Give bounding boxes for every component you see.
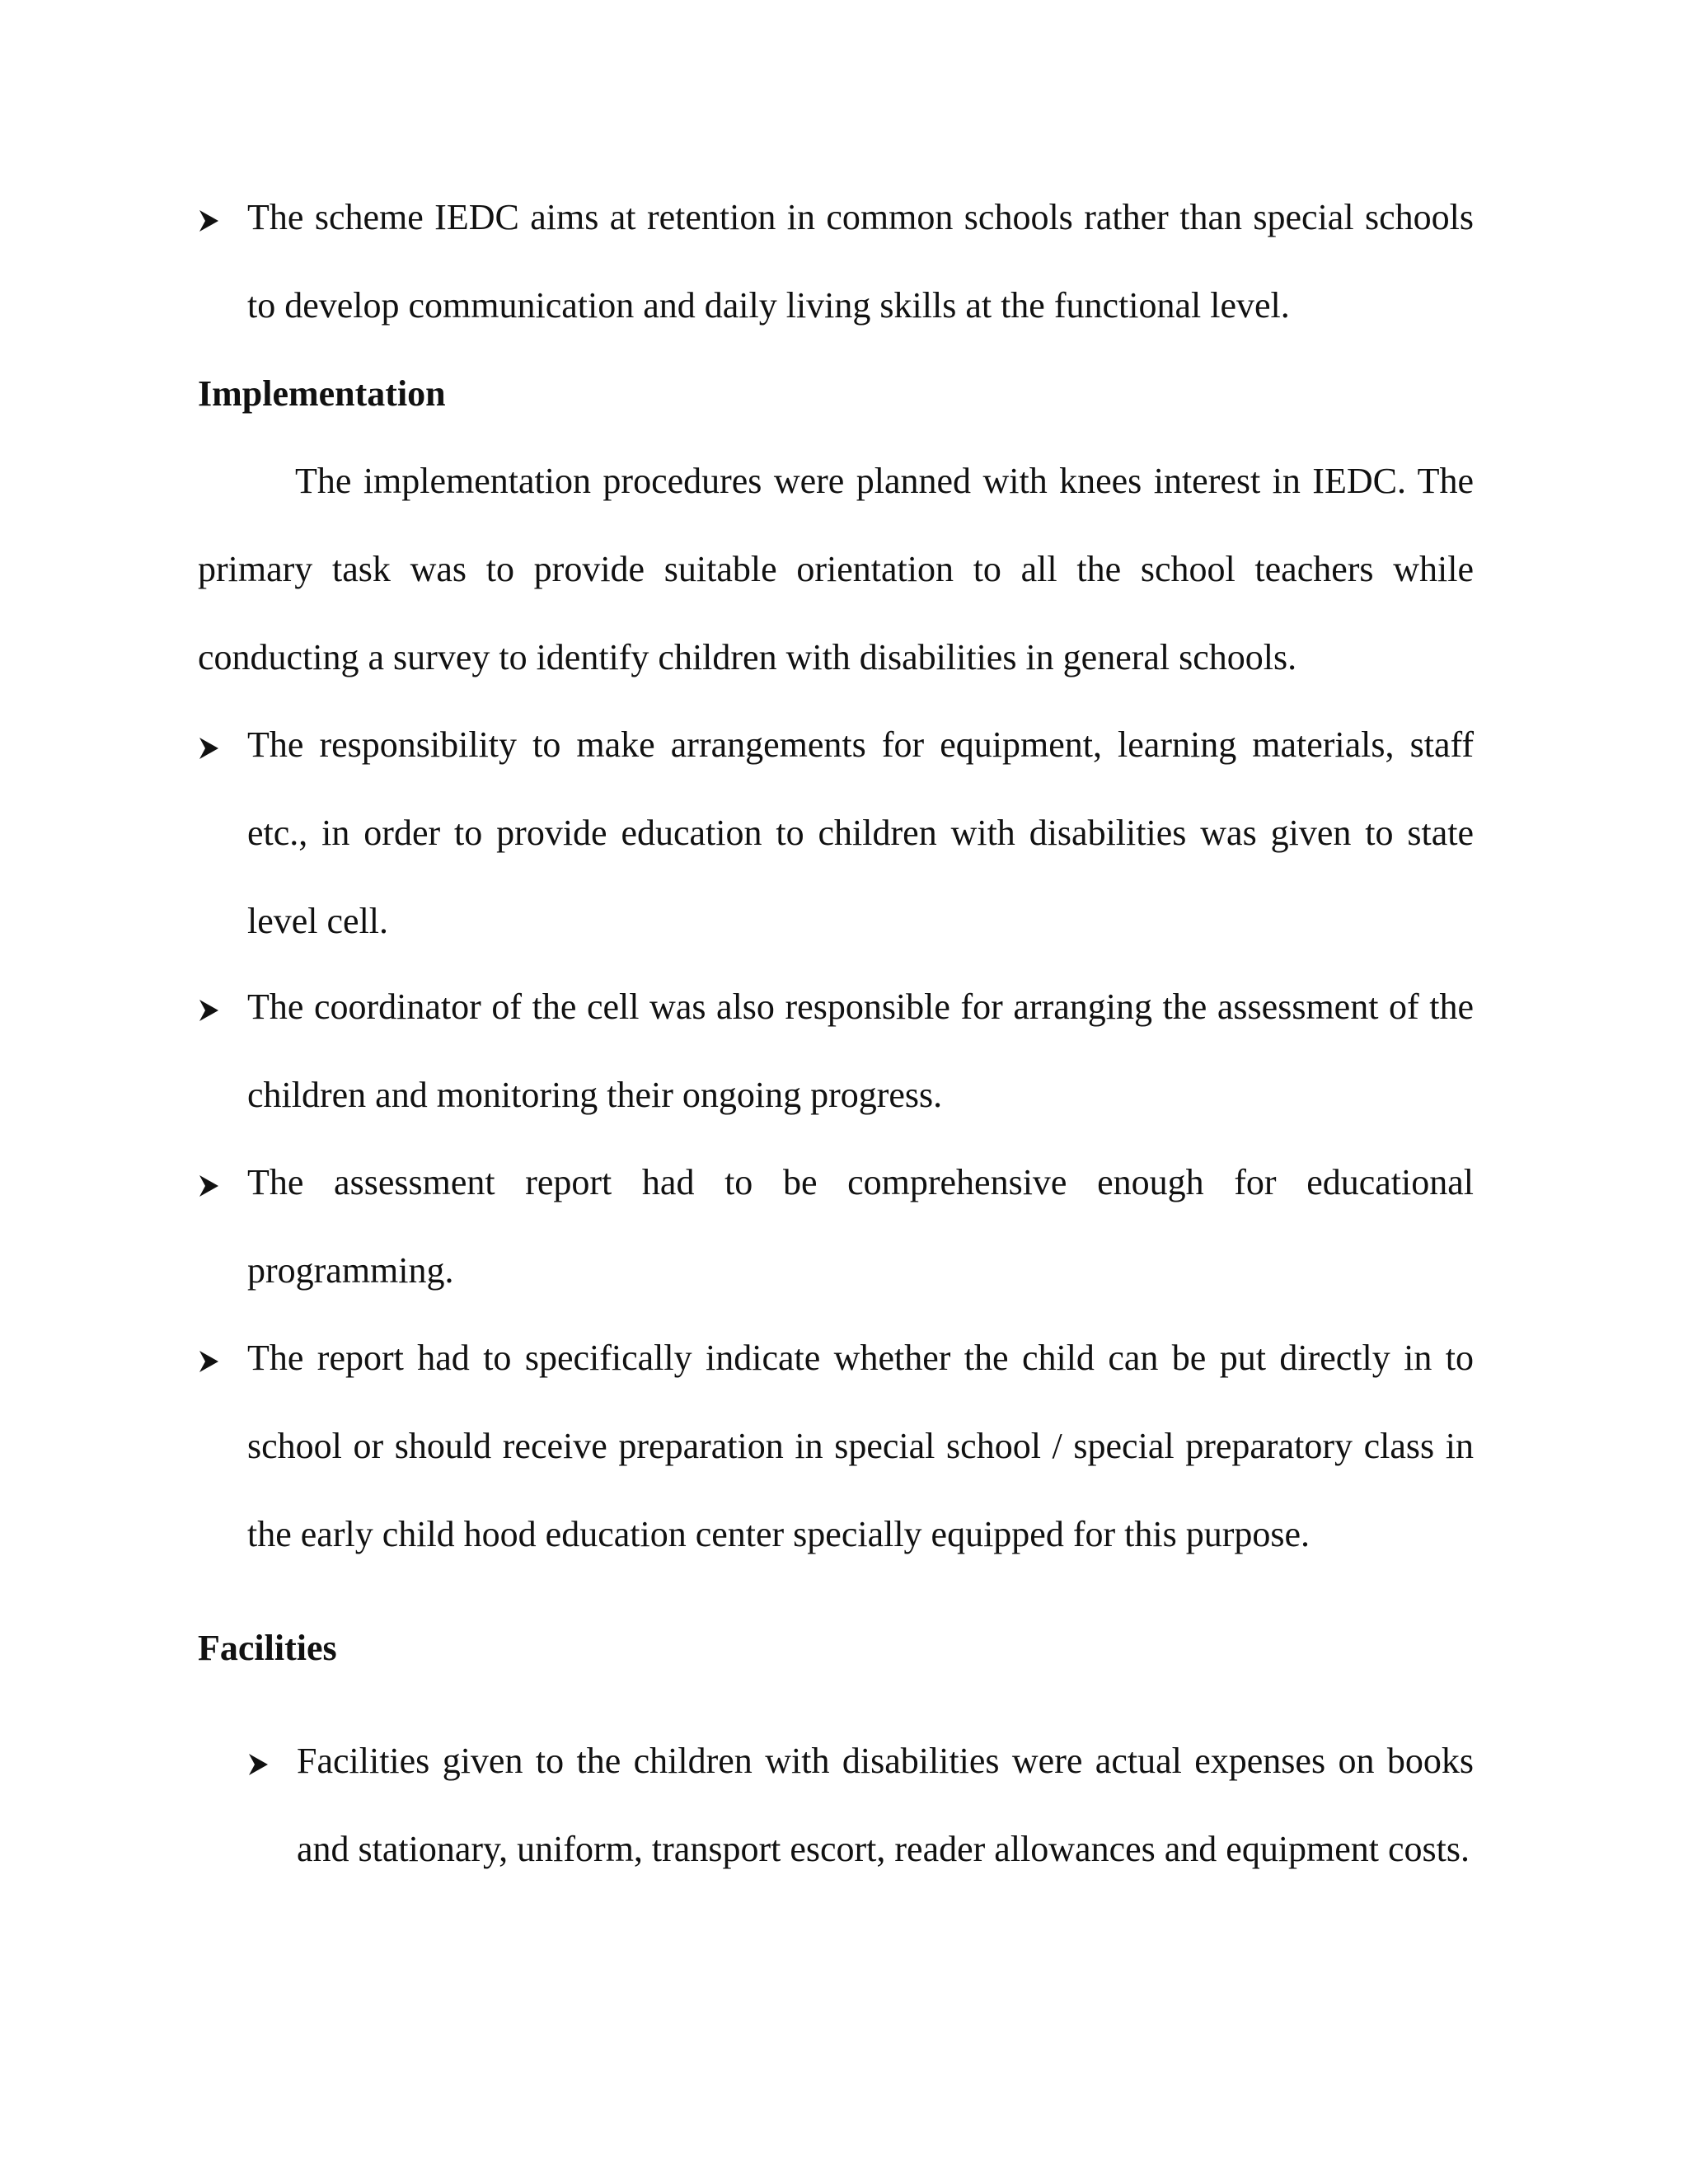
section-heading-implementation: Implementation xyxy=(198,373,446,414)
bullet-item xyxy=(198,1314,1474,1578)
bullet-text: Facilities given to the children with disabilities were actual expenses on books and stationary, uniform, transport escort, reader allowances and equipment costs. xyxy=(297,1741,1474,1869)
arrow-bullet-icon xyxy=(198,1138,247,1226)
section-heading-facilities: Facilities xyxy=(198,1628,337,1668)
bullet-item xyxy=(198,701,1474,965)
bullet-item xyxy=(198,963,1474,1139)
implementation-paragraph: The implementation procedures were planned with knees interest in IEDC. The primary task was to provide suitable orientation to all the school teachers while conducting a survey to identify children with disabilities in general schools. xyxy=(198,461,1474,677)
bullet-text: The coordinator of the cell was also responsible for arranging the assessment of the children and monitoring their ongoing progress. xyxy=(247,987,1474,1115)
bullet-item xyxy=(198,1138,1474,1315)
bullet-text: The responsibility to make arrangements for equipment, learning materials, staff etc., in order to provide education to children with disabilities was given to state level cell. xyxy=(247,724,1474,941)
bullet-item xyxy=(247,1717,1474,1893)
bullet-item xyxy=(198,173,1474,349)
bullet-text: The assessment report had to be comprehensive enough for educational programming. xyxy=(247,1162,1474,1291)
arrow-bullet-icon xyxy=(247,1717,297,1805)
arrow-bullet-icon xyxy=(198,1314,247,1402)
arrow-bullet-icon xyxy=(198,963,247,1051)
arrow-bullet-icon xyxy=(198,173,247,261)
arrow-bullet-icon xyxy=(198,701,247,789)
bullet-text: The scheme IEDC aims at retention in common schools rather than special schools to develop communication and daily living skills at the functional level. xyxy=(247,197,1474,326)
bullet-text: The report had to specifically indicate whether the child can be put directly in to school or should receive preparation in special school / special preparatory class in the early child hood education center specially equipped for this purpose. xyxy=(247,1338,1474,1554)
